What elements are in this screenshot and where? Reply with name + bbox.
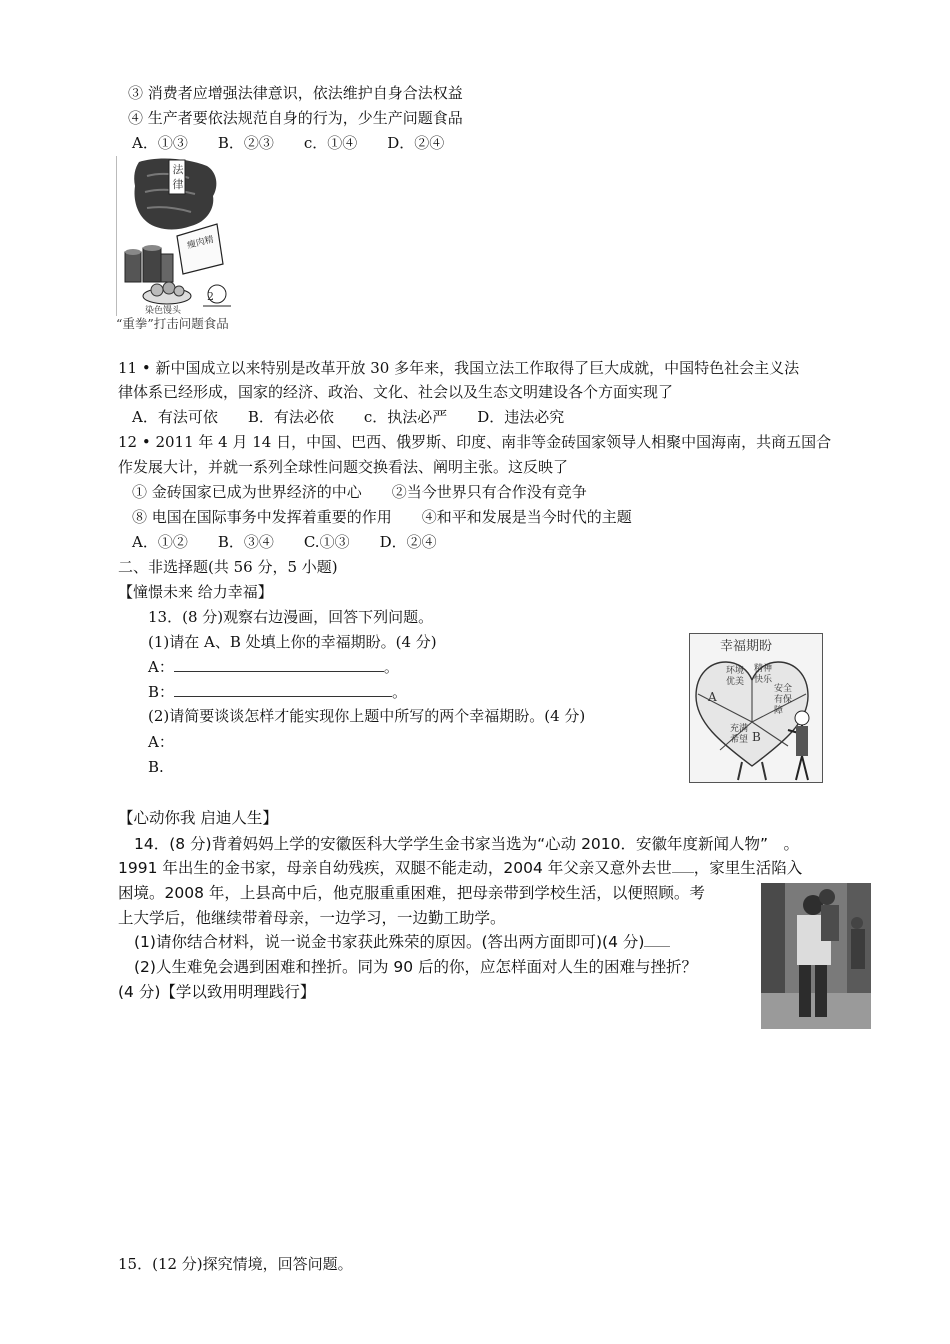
bun-label: 染色馒头 <box>145 306 182 316</box>
fist-cartoon-figure <box>116 156 251 316</box>
q13-sub1: (1)请在 A、B 处填上你的幸福期盼。(4 分) <box>148 633 437 651</box>
q14-line1: 14．(8 分)背着妈妈上学的安徽医科大学学生金书家当选为“心动 2010．安徽年度新闻人物” 。 <box>134 835 800 853</box>
q14-line4: 上大学后，他继续带着母亲，一边学习，一边勤工助学。 <box>118 909 506 927</box>
segment-b: B <box>752 730 761 744</box>
q13-b-blank[interactable] <box>174 682 392 697</box>
q12-options-b: ⑧ 电国在国际事务中发挥着重要的作用 ④和平和发展是当今时代的主题 <box>132 508 632 526</box>
q14-line2-mark <box>672 862 694 873</box>
student-photo-image <box>761 883 871 1029</box>
student-photo <box>761 883 871 1029</box>
q13-answer-a: A： <box>148 733 174 751</box>
q14-sub1-text: (1)请你结合材料，说一说金书家获此殊荣的原因。(答出两方面即可)(4 分) <box>134 933 645 951</box>
figure-number-label: 2 <box>207 290 214 303</box>
segment-hope: 充满希望 <box>730 724 749 745</box>
q13-sub2: (2)请简要谈谈怎样才能实现你上题中所写的两个幸福期盼。(4 分) <box>148 707 586 725</box>
happiness-cartoon-image <box>690 634 822 782</box>
box-label: 瘦肉精 <box>186 234 215 252</box>
q13-b-end: 。 <box>392 683 408 701</box>
fist-cartoon-caption: “重拳”打击问题食品 <box>116 316 229 331</box>
q11-choices: A．有法可依 B．有法必依 c．执法必严 D．违法必究 <box>132 408 565 426</box>
q11-stem-line2: 律体系已经形成，国家的经济、政治、文化、社会以及生态文明建设各个方面实现了 <box>118 383 674 401</box>
section2-heading: 【憧憬未来 给力幸福】 <box>118 583 273 601</box>
q10-option-3: ③ 消费者应增强法律意识，依法维护自身合法权益 <box>128 84 463 102</box>
q10-choices: A．①③ B．②③ c．①④ D．②④ <box>132 134 445 152</box>
q13-a-blank[interactable] <box>174 657 384 672</box>
q10-option-4: ④ 生产者要依法规范自身的行为，少生产问题食品 <box>128 109 463 127</box>
q14-heading: 【心动你我 启迪人生】 <box>118 809 278 827</box>
segment-safety: 安全有保障 <box>774 684 793 716</box>
q13-b-label: B： <box>148 683 175 701</box>
q15-stem: 15．(12 分)探究情境，回答问题。 <box>118 1255 353 1273</box>
segment-a: A <box>708 690 717 704</box>
q14-sub1 <box>134 932 670 952</box>
q11-stem-line1: 11 • 新中国成立以来特别是改革开放 30 多年来，我国立法工作取得了巨大成就，中国特色社会主义法 <box>118 359 800 377</box>
section2-title: 二、非选择题(共 56 分，5 小题) <box>118 558 338 576</box>
happiness-title: 幸福期盼 <box>720 639 773 654</box>
q14-line2-tail: ，家里生活陷入 <box>693 859 803 877</box>
q13-a-label: A： <box>148 658 174 676</box>
q14-sub2-tail: (4 分)【学以致用明理践行】 <box>118 983 316 1001</box>
q13-a-end: 。 <box>383 658 399 676</box>
q14-sub1-mark <box>644 936 670 947</box>
q12-choices: A．①② B．③④ C.①③ D．②④ <box>132 533 437 551</box>
q12-stem-line1: 12 • 2011 年 4 月 14 日，中国、巴西、俄罗斯、印度、南非等金砖国家领导人相聚中国海南，共商五国合 <box>118 433 832 451</box>
q14-line2-main: 1991 年出生的金书家，母亲自幼残疾，双腿不能走动，2004 年父亲又意外去世 <box>118 859 672 877</box>
q14-line2 <box>118 858 802 878</box>
segment-environment: 环境优美 <box>726 666 745 687</box>
q13-line-b <box>148 682 407 702</box>
q13-stem: 13．(8 分)观察右边漫画，回答下列问题。 <box>148 608 434 626</box>
q13-line-a <box>148 657 399 677</box>
q14-line3: 困境。2008 年，上县高中后，他克服重重困难，把母亲带到学校生活，以便照顾。考 <box>118 884 705 902</box>
q12-options-a: ① 金砖国家已成为世界经济的中心 ②当今世界只有合作没有竞争 <box>132 483 587 501</box>
segment-spirit: 精神快乐 <box>754 664 773 685</box>
fist-label: 法律 <box>172 163 184 191</box>
q12-stem-line2: 作发展大计，并就一系列全球性问题交换看法、阐明主张。这反映了 <box>118 458 569 476</box>
q13-answer-b: B. <box>148 758 164 776</box>
q14-sub2: (2)人生难免会遇到困难和挫折。同为 90 后的你，应怎样面对人生的困难与挫折？ <box>134 958 698 976</box>
happiness-cartoon-figure <box>689 633 823 783</box>
